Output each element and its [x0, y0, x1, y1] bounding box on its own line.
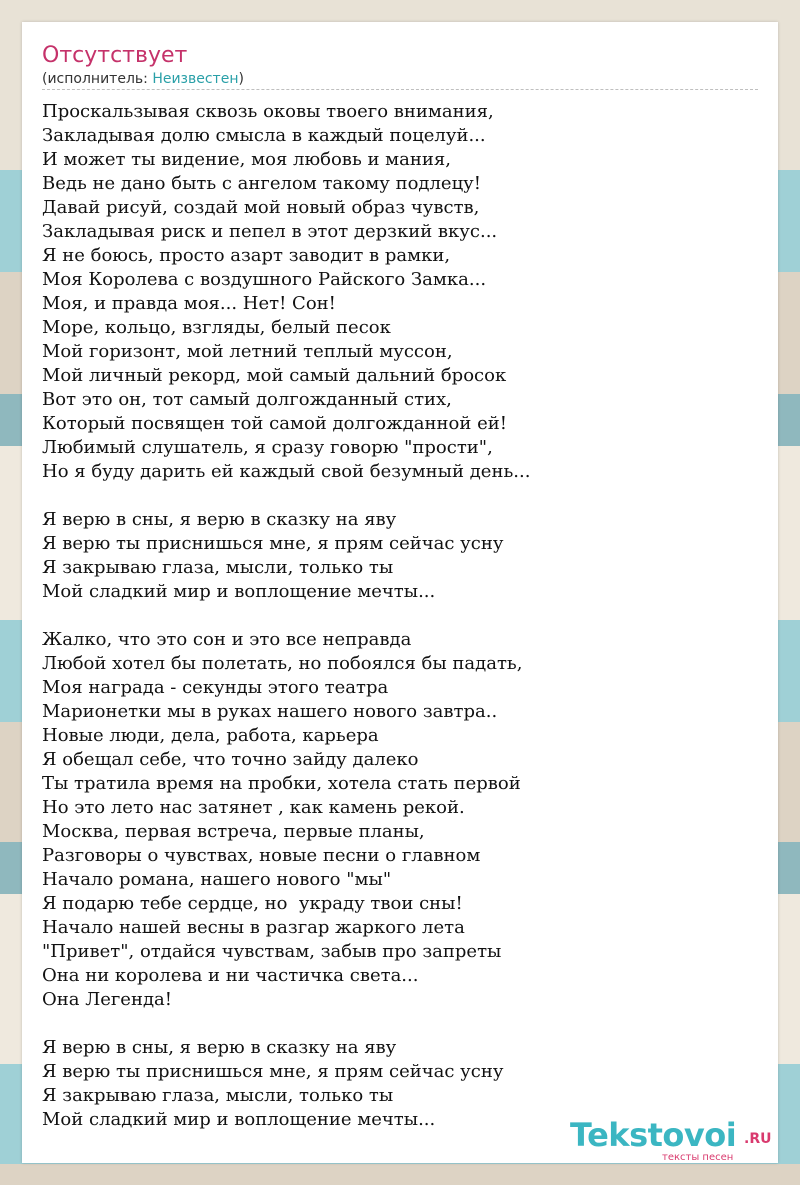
artist-link[interactable]: Неизвестен: [152, 71, 239, 87]
artist-suffix: ): [238, 71, 244, 87]
logo-tagline: тексты песен: [662, 1152, 734, 1163]
song-title: Отсутствует: [42, 43, 188, 68]
site-logo[interactable]: [570, 1118, 780, 1164]
artist-prefix: (исполнитель:: [42, 71, 153, 87]
header-divider: [42, 89, 758, 90]
lyrics-card: [22, 22, 778, 1163]
lyrics-text: Проскальзывая сквозь оковы твоего внимания, Закладывая долю смысла в каждый поцелуй... И может ты видение, моя любовь и мания, Ведь не дано быть с ангелом такому подлецу! Давай рисуй, создай мой новый образ чувств, Закладывая риск и пепел в этот дерзкий вкус... Я не боюсь, просто азарт заводит в рамки, Моя Королева с воздушного Райского Замка... Моя, и правда моя... Нет! Сон! Море, кольцо, взгляды, белый песок Мой горизонт, мой летний теплый муссон, Мой личный рекорд, мой самый дальний бросок Вот это он, тот самый долгожданный стих, Который посвящен той самой долгожданной ей! Любимый слушатель, я сразу говорю "прости", Но я буду дарить ей каждый свой безумный день... Я верю в сны, я верю в сказку на яву Я верю ты приснишься мне, я прям сейчас усну Я закрываю глаза, мысли, только ты Мой сладкий мир и воплощение мечты... Жалко, что это сон и это все неправда Любой хотел бы полетать, но побоялся бы падать, Моя награда - секунды этого театра Марионетки мы в руках нашего нового завтра.. Новые люди, дела, работа, карьера Я обещал себе, что точно зайду далеко Ты тратила время на пробки, хотела стать первой Но это лето нас затянет , как камень рекой. Москва, первая встреча, первые планы, Разговоры о чувствах, новые песни о главном Начало романа, нашего нового "мы" Я подарю тебе сердце, но украду твои сны! Начало нашей весны в разгар жаркого лета "Привет", отдайся чувствам, забыв про запреты Она ни королева и ни частичка света... Она Легенда! Я верю в сны, я верю в сказку на яву Я верю ты приснишься мне, я прям сейчас усну Я закрываю глаза, мысли, только ты Мой сладкий мир и воплощение мечты...: [42, 101, 531, 1130]
artist-line: [42, 70, 244, 88]
logo-wordmark: Tekstovoi: [570, 1116, 737, 1154]
logo-domain: .RU: [744, 1131, 772, 1147]
